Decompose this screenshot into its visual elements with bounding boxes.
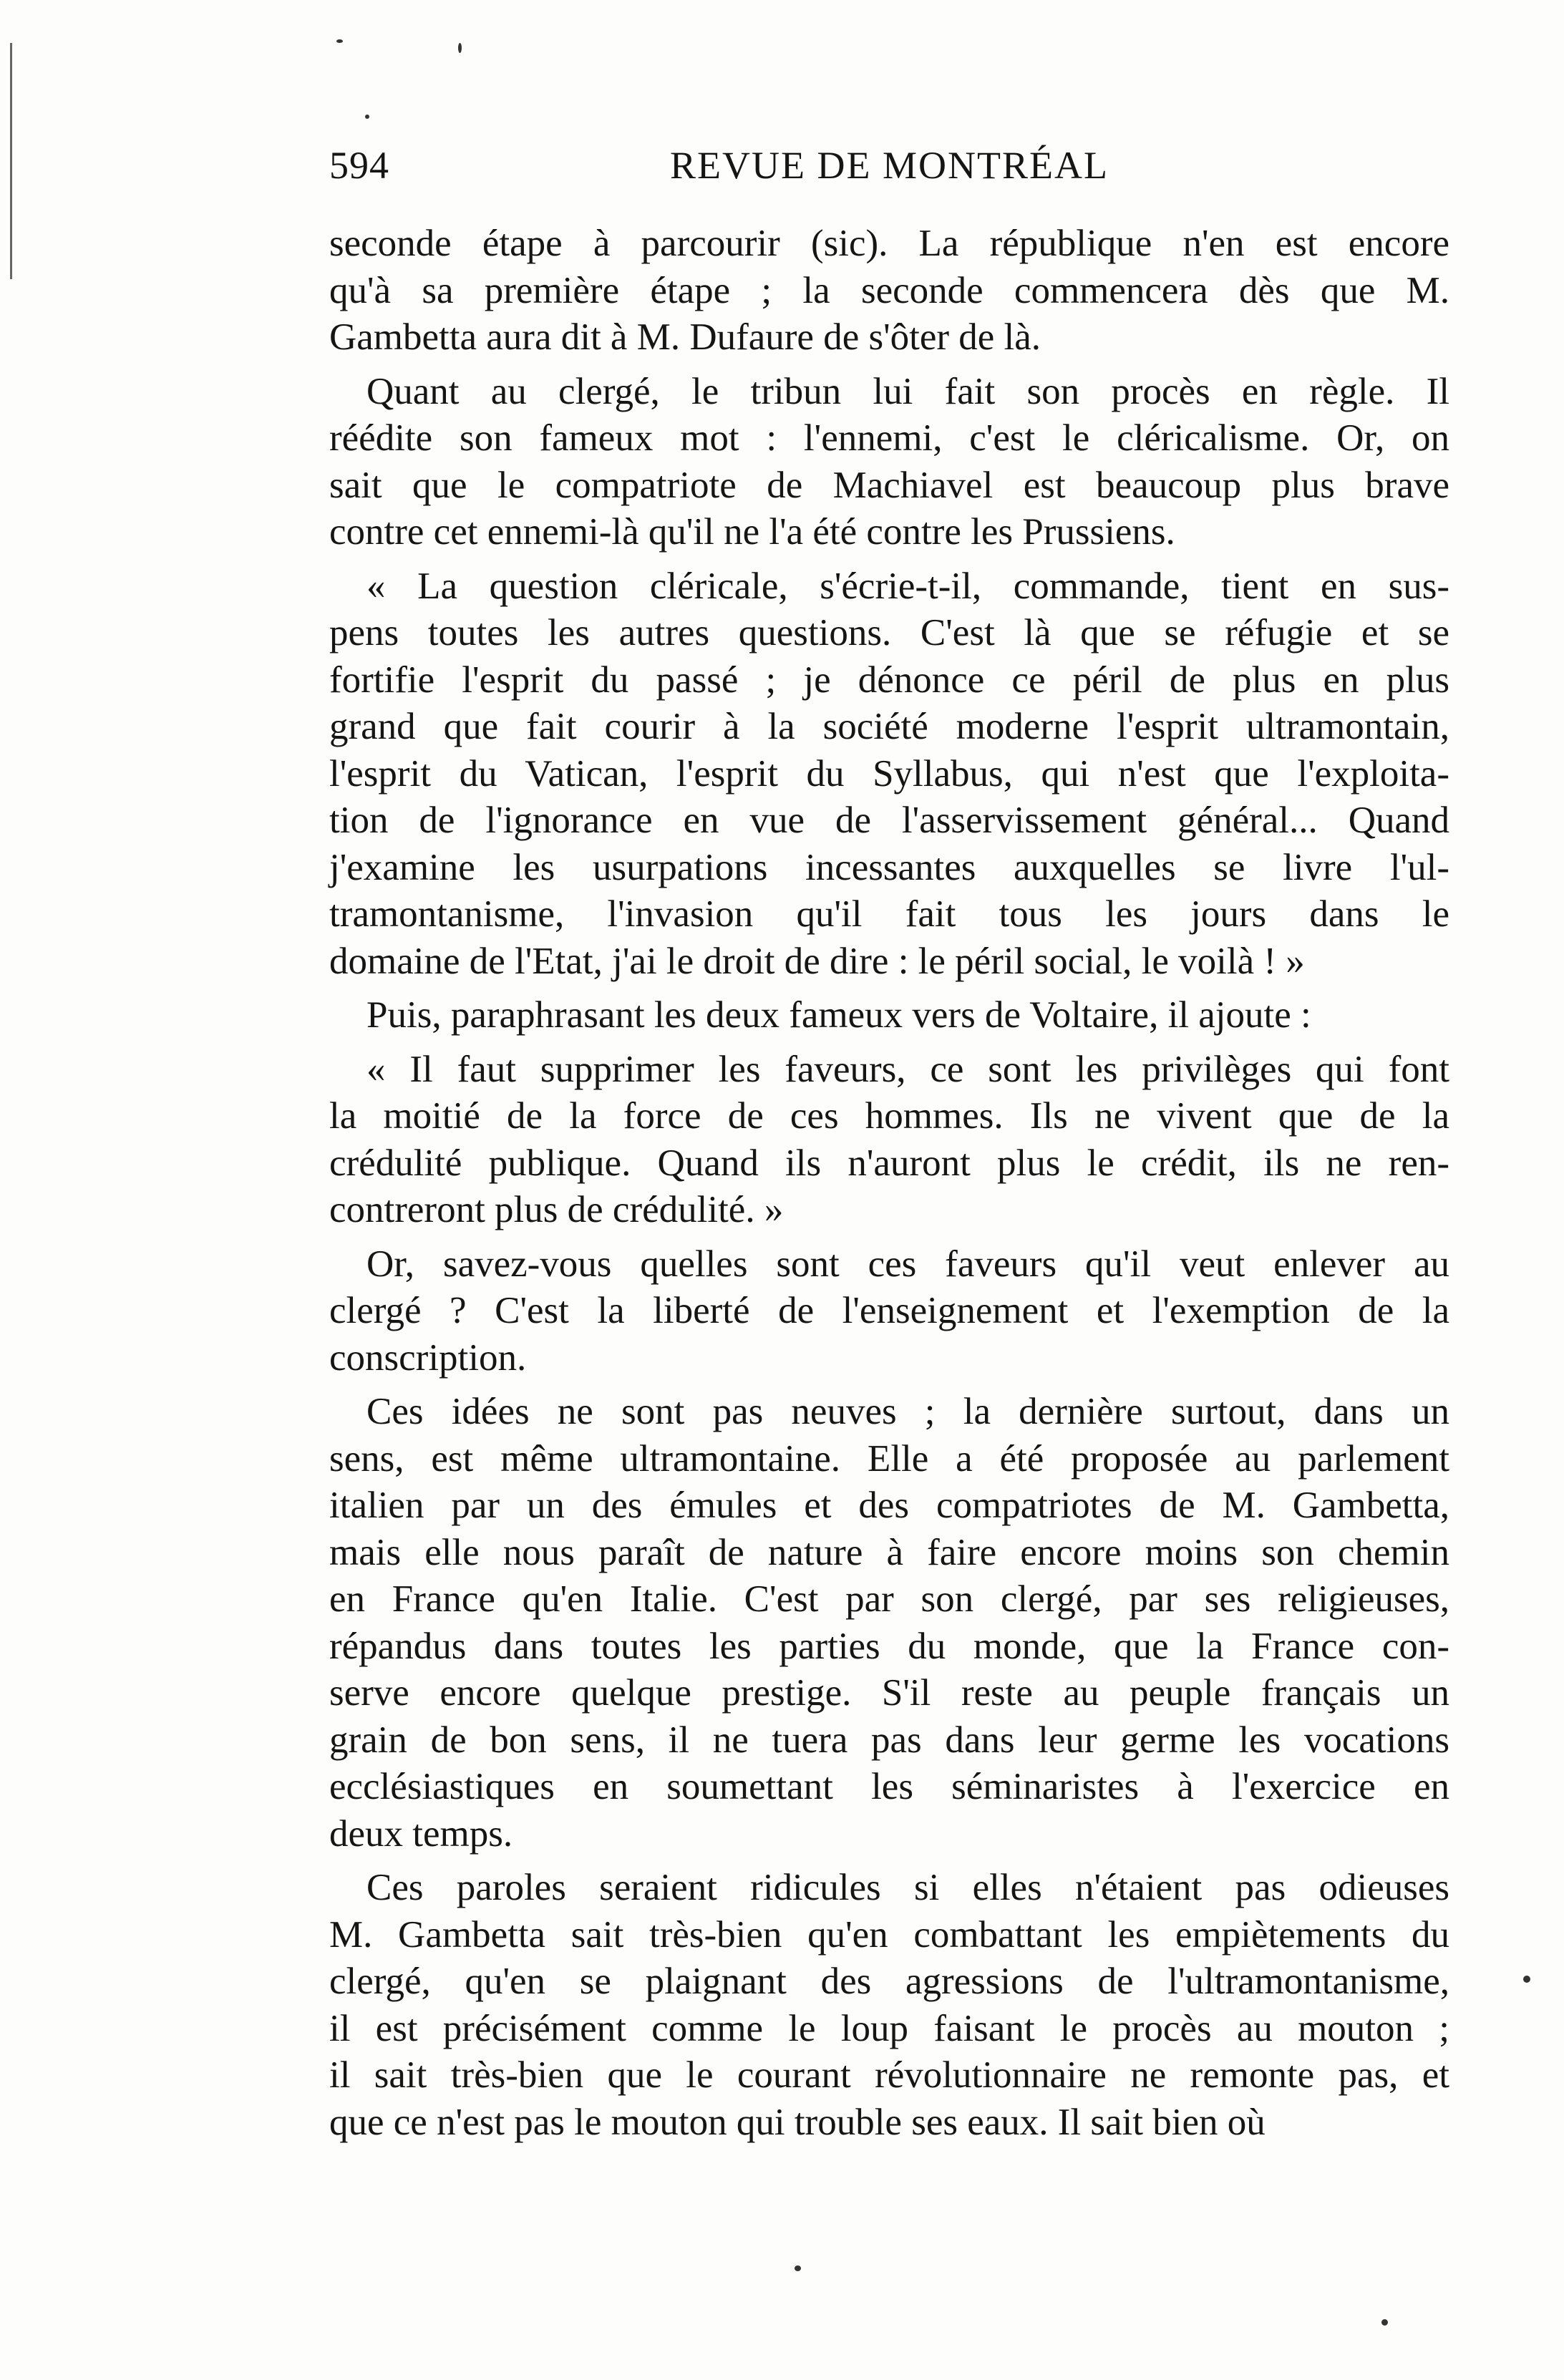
scan-speck	[1381, 2319, 1388, 2326]
text-line: clergé, qu'en se plaignant des agressions de l'ultramontanisme,	[329, 1961, 1449, 2002]
text-line: la moitié de la force de ces hommes. Ils ne vivent que de la	[329, 1095, 1449, 1137]
text-line: deux temps.	[329, 1812, 513, 1855]
paragraph	[329, 1389, 1449, 1857]
text-line: grand que fait courir à la société moderne l'esprit ultramontain,	[329, 706, 1449, 747]
text-line: Puis, paraphrasant les deux fameux vers de Voltaire, il ajoute :	[366, 994, 1311, 1036]
text-line: domaine de l'Etat, j'ai le droit de dire : le péril social, le voilà ! »	[329, 940, 1305, 982]
paragraph	[329, 563, 1449, 986]
text-line: que ce n'est pas le mouton qui trouble ses eaux. Il sait bien où	[329, 2101, 1266, 2143]
text-line: l'esprit du Vatican, l'esprit du Syllabus, qui n'est que l'exploita-	[329, 752, 1449, 795]
text-line: répandus dans toutes les parties du monde, que la France con-	[329, 1625, 1449, 1667]
page-header	[329, 143, 1449, 193]
text-line: sens, est même ultramontaine. Elle a été proposée au parlement	[329, 1437, 1449, 1480]
text-line: pens toutes les autres questions. C'est là que se réfugie et se	[329, 612, 1449, 654]
text-line: M. Gambetta sait très-bien qu'en combattant les empiètements du	[329, 1913, 1449, 1956]
text-line: Ces paroles seraient ridicules si elles n'étaient pas odieuses	[366, 1867, 1449, 1908]
scan-speck	[336, 39, 343, 43]
text-line: Or, savez-vous quelles sont ces faveurs qu'il veut enlever au	[366, 1243, 1449, 1285]
paragraph	[329, 1046, 1449, 1234]
paragraph	[329, 220, 1449, 361]
text-line: « Il faut supprimer les faveurs, ce sont les privilèges qui font	[366, 1048, 1449, 1090]
text-line: clergé ? C'est la liberté de l'enseignement et l'exemption de la	[329, 1290, 1449, 1331]
text-line: ecclésiastiques en soumettant les séminaristes à l'exercice en	[329, 1766, 1449, 1807]
paragraph	[329, 1865, 1449, 2146]
scan-speck	[795, 2265, 801, 2271]
text-line: seconde étape à parcourir (sic). La république n'en est encore	[329, 223, 1449, 264]
text-line: « La question cléricale, s'écrie-t-il, commande, tient en sus-	[366, 565, 1449, 607]
running-title: REVUE DE MONTRÉAL	[670, 144, 1109, 187]
text-line: Gambetta aura dit à M. Dufaure de s'ôter de là.	[329, 316, 1041, 358]
text-line: mais elle nous paraît de nature à faire encore moins son chemin	[329, 1531, 1449, 1573]
text-line: contreront plus de crédulité. »	[329, 1189, 784, 1230]
text-line: serve encore quelque prestige. S'il reste au peuple français un	[329, 1672, 1449, 1714]
text-line: il est précisément comme le loup faisant le procès au mouton ;	[329, 2007, 1449, 2049]
text-line: fortifie l'esprit du passé ; je dénonce ce péril de plus en plus	[329, 659, 1449, 701]
left-margin-scan-line	[10, 43, 12, 279]
scan-speck	[365, 115, 369, 119]
text-line: tramontanisme, l'invasion qu'il fait tous les jours dans le	[329, 893, 1449, 935]
text-line: crédulité publique. Quand ils n'auront plus le crédit, ils ne ren-	[329, 1142, 1449, 1184]
text-line: j'examine les usurpations incessantes auxquelles se livre l'ul-	[329, 846, 1449, 888]
paragraph	[329, 992, 1449, 1039]
text-line: il sait très-bien que le courant révolutionnaire ne remonte pas, et	[329, 2054, 1449, 2096]
text-line: qu'à sa première étape ; la seconde commencera dès que M.	[329, 269, 1449, 311]
text-line: conscription.	[329, 1336, 527, 1379]
text-line: réédite son fameux mot : l'ennemi, c'est le cléricalisme. Or, on	[329, 417, 1449, 459]
page-number: 594	[329, 144, 389, 187]
body-text	[329, 220, 1449, 2146]
text-line: tion de l'ignorance en vue de l'asservissement général... Quand	[329, 800, 1449, 841]
paragraph	[329, 1241, 1449, 1382]
text-line: sait que le compatriote de Machiavel est beaucoup plus brave	[329, 464, 1449, 506]
text-line: grain de bon sens, il ne tuera pas dans leur germe les vocations	[329, 1719, 1449, 1761]
scan-speck	[458, 43, 462, 53]
text-line: italien par un des émules et des compatriotes de M. Gambetta,	[329, 1485, 1449, 1526]
text-line: contre cet ennemi-là qu'il ne l'a été contre les Prussiens.	[329, 511, 1175, 553]
text-line: en France qu'en Italie. C'est par son clergé, par ses religieuses,	[329, 1578, 1449, 1620]
text-line: Ces idées ne sont pas neuves ; la dernière surtout, dans un	[366, 1391, 1449, 1432]
text-line: Quant au clergé, le tribun lui fait son procès en règle. Il	[366, 370, 1449, 412]
scan-speck	[1523, 1976, 1530, 1983]
paragraph	[329, 369, 1449, 556]
